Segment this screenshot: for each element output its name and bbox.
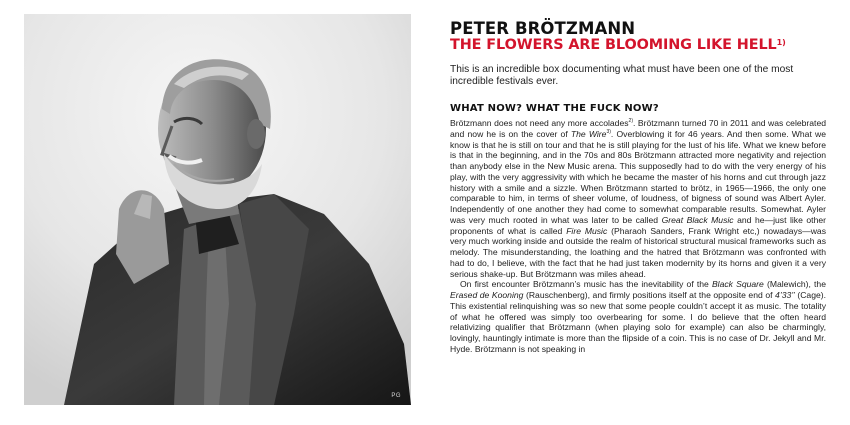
p2-d: (Cage). This existential relinquishing was so new that some people couldn’t accept it as music. The totality of what he offered was simply too overbearing for some. I do believe that the often heard relativizing qualifier that Brötzmann (when playing solo for example) can also be charmingly, lovingly, hauntingly intimate is more than the flipside of a coin. This is no case of Dr. Jekyll and Mr. Hyde. Brötzmann is not speaking in [450,290,827,354]
p2-b: (Malewich), the [763,279,826,290]
p1-c: . Overblowing it for 46 years. And then some. What we know is that he is still on tour and that he is still playing for the lust of his life. What we knew before is that in the beginning, and in the 70s and 80s Brötzmann attracted more negativity and rejection than anybody else in the New Music arena. This supposedly had to do with the very energy of his play, with the very aggressivity with which he became the master of his horns and cut through jazz history with a smile and a sizzle. When Brötzmann started to brötz, in 1965—1966, the only one comparable to him, in terms of sheer volume, of loudness, of bigness of sound was Albert Ayler. Independently of one another they had come to somewhat comparable results. Somewhat. Ayler was very much rooted in what was later to be called [450,128,826,225]
article-title-name: PETER BRÖTZMANN [450,19,636,38]
portrait-illustration [24,14,411,405]
p1-wire: The Wire [570,128,607,139]
article-title-sub [450,37,826,53]
photo-credit: PG [391,393,401,399]
p2-c: (Rauschenberg), and firmly positions itself at the opposite end of [523,290,776,300]
article-title-sub-text: THE FLOWERS ARE BLOOMING LIKE HELL [450,37,777,53]
article-lead: This is an incredible box documenting what must have been one of the most incredible festivals ever. [450,64,794,87]
portrait-photo [24,14,411,405]
paragraph-2 [450,279,826,354]
p2-erased-de-kooning: Erased de Kooning [450,290,524,300]
footnote-ref-3: 3) [606,128,611,135]
p1-e: (Pharaoh Sanders, Frank Wright etc,) nowadays—was very much working inside and outside the realm of historical structural musical frameworks such as melody. The misunderstanding, the loathing and the hatred that Brötzmann was confronted with had to do, I believe, with the fact that he had just taken modernity by its horns and given it a very serious shake-up. But Brötzmann was miles ahead. [450,225,826,279]
section-heading: WHAT NOW? WHAT THE FUCK NOW? [450,103,659,114]
p1-a: Brötzmann does not need any more accolades [450,118,629,128]
p2-cage: 4’33’’ [775,290,795,300]
footnote-ref-2: 2) [628,118,633,125]
p1-d: and he—just like other proponents of what is called [450,214,826,236]
paragraph-1 [450,118,826,279]
p2-black-square: Black Square [711,279,764,290]
p2-a: On first encounter Brötzmann’s music has the inevitability of the [460,279,712,290]
p1-b: . Brötzmann turned 70 in 2011 and was celebrated and now he is on the cover of [450,118,826,139]
p1-fire-music: Fire Music [566,225,608,236]
footnote-ref-1: 1) [776,38,786,47]
article [450,20,826,355]
p1-great-black-music: Great Black Music [661,214,734,225]
